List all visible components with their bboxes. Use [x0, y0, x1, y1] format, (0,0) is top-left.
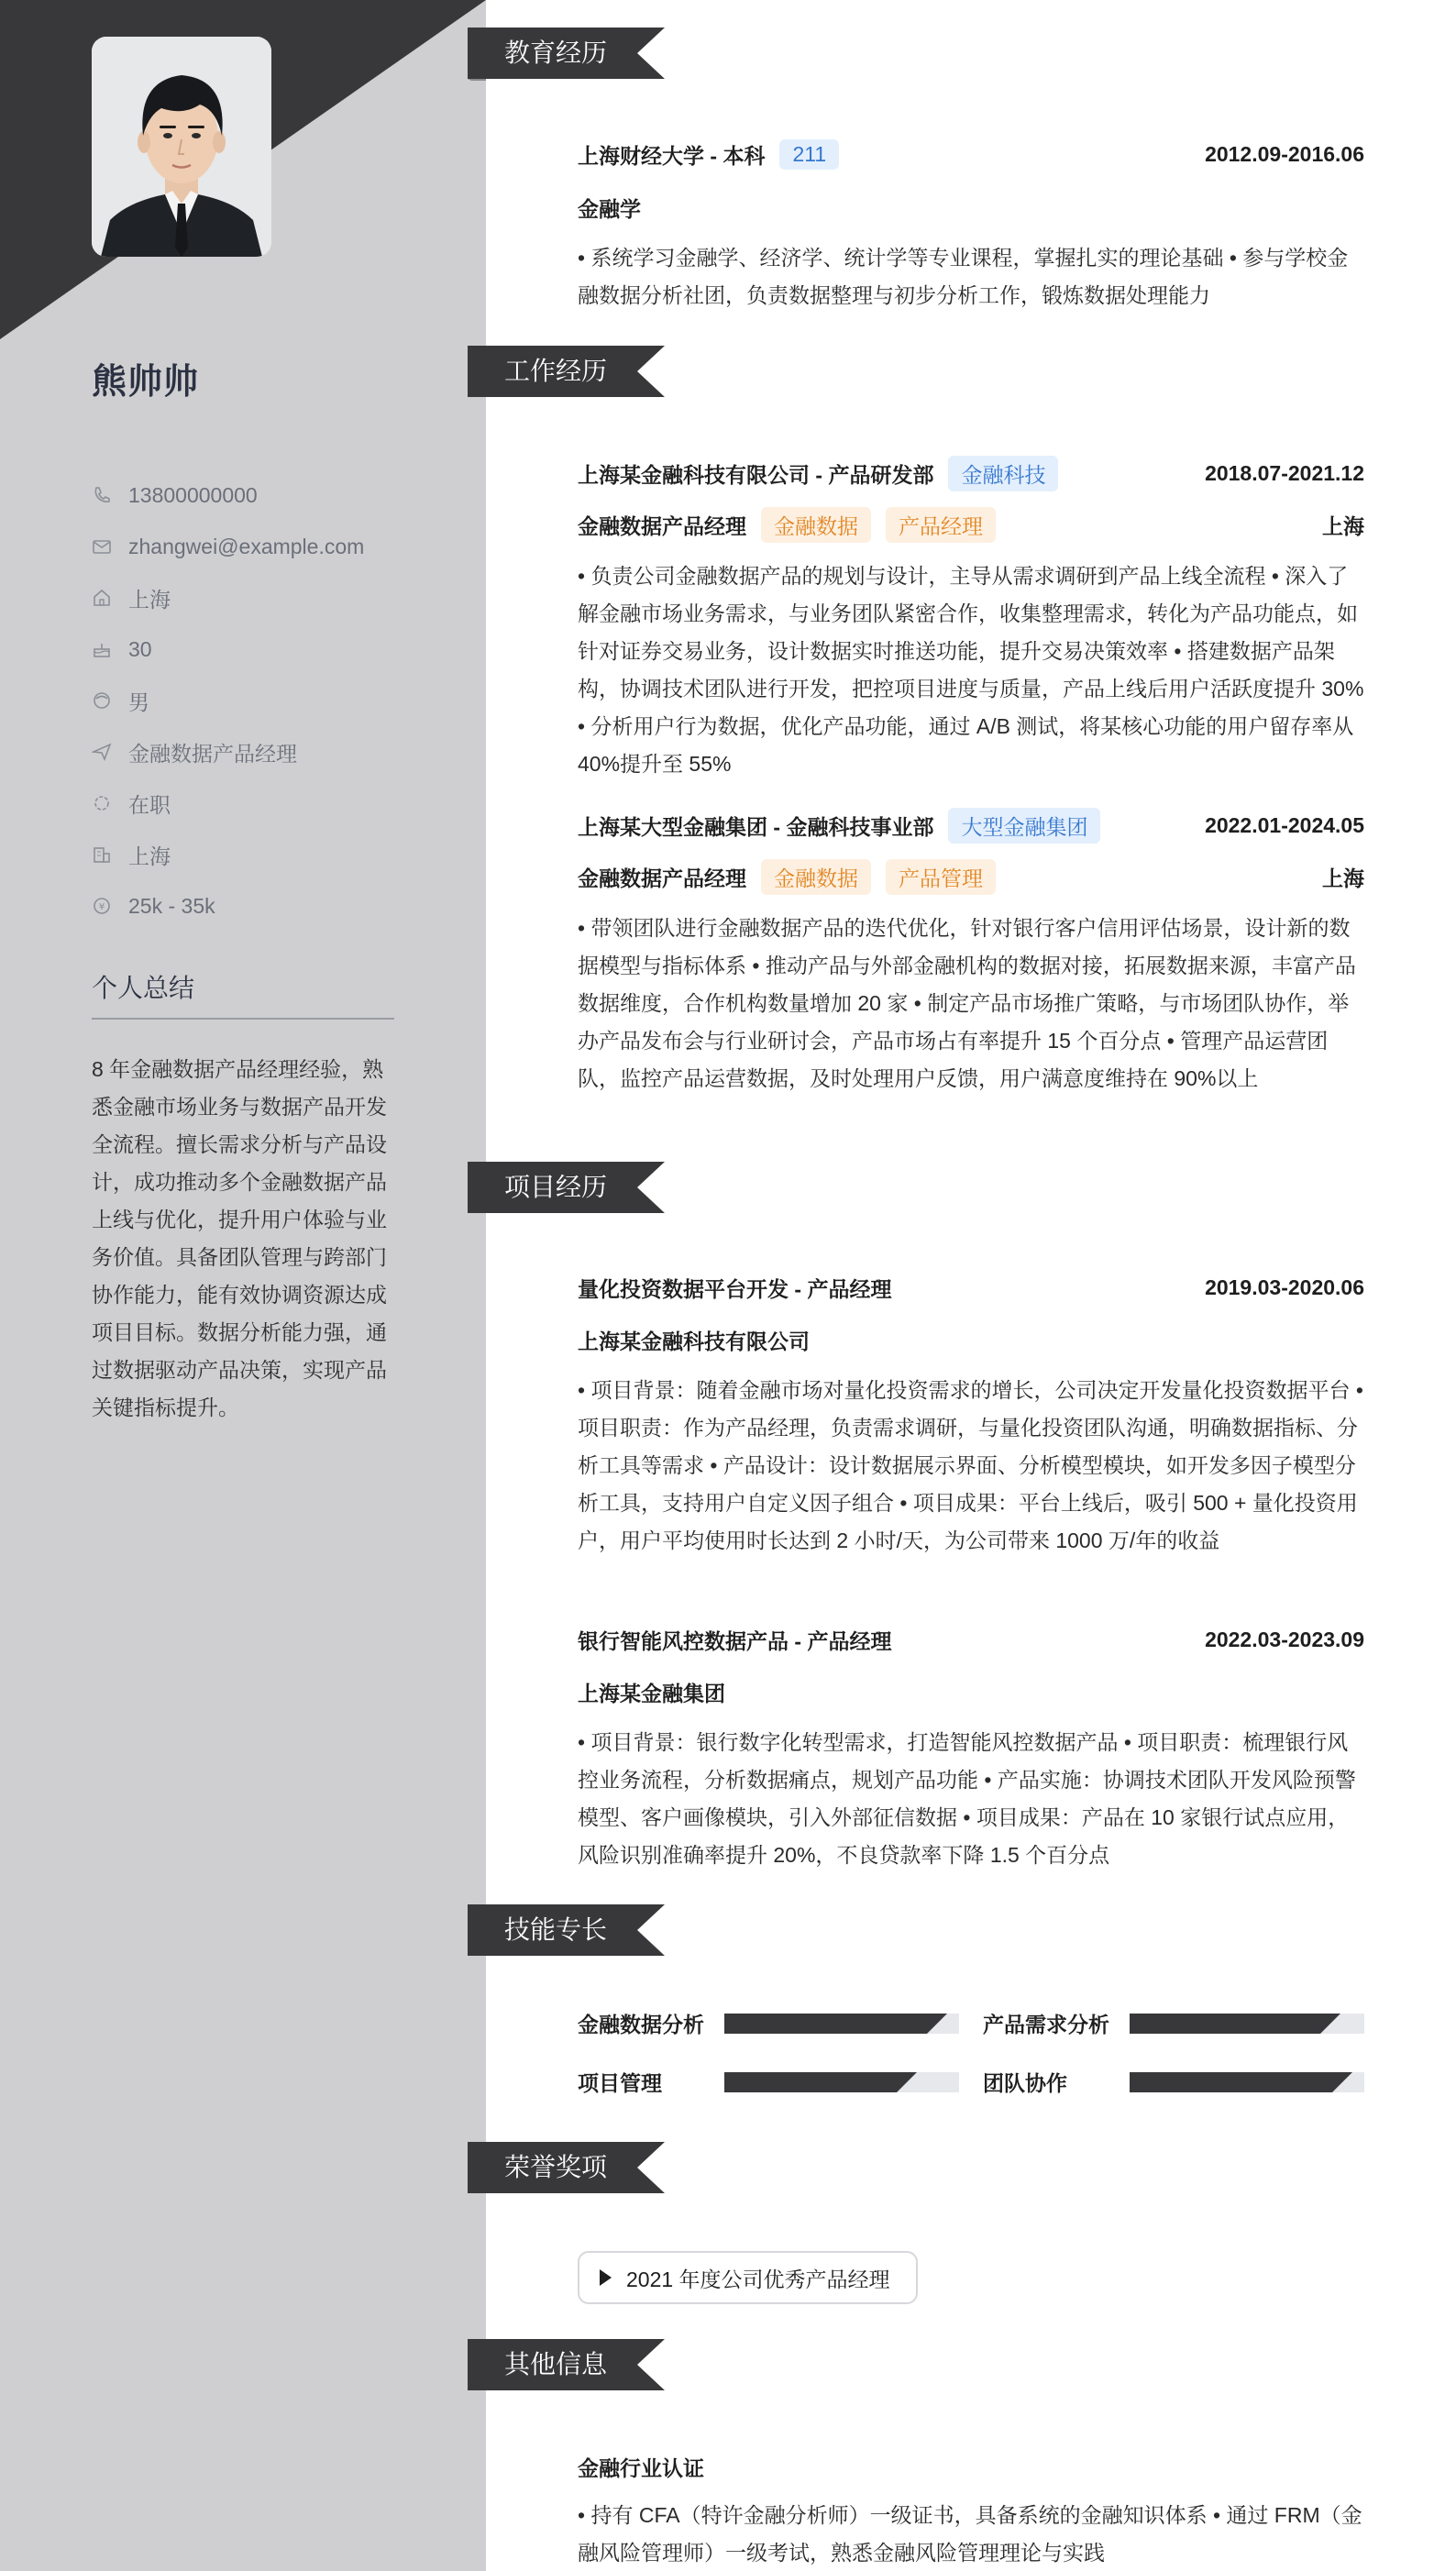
work-role-row: [578, 507, 1364, 543]
other-title-row: [578, 2452, 1364, 2482]
education-school: 上海财经大学 - 本科: [578, 144, 766, 168]
contact-salary: [92, 880, 440, 932]
other-title: 金融行业认证: [578, 2456, 704, 2480]
play-triangle-icon: [600, 2269, 612, 2286]
building-icon: [92, 844, 112, 865]
contact-work-city: [92, 829, 440, 880]
contact-city: [92, 572, 440, 623]
education-major: 金融学: [578, 197, 641, 221]
project-title: 银行智能风控数据产品 - 产品经理: [578, 1629, 892, 1653]
work-company-tag: 大型金融集团: [948, 808, 1100, 844]
project-date: 2022.03-2023.09: [1205, 1628, 1364, 1651]
section-title: 教育经历: [504, 39, 608, 67]
status-icon: [92, 793, 112, 813]
contact-text: 13800000000: [128, 482, 258, 507]
skill-name: 团队协作: [983, 2071, 1067, 2095]
work-location: 上海: [1322, 514, 1364, 538]
skill-name: 项目管理: [578, 2071, 662, 2095]
skill-bar: [1130, 2014, 1364, 2034]
work-date: 2018.07-2021.12: [1205, 461, 1364, 485]
section-title: 项目经历: [504, 1173, 608, 1201]
summary-text: 8 年金融数据产品经理经验，熟悉金融市场业务与数据产品开发全流程。擅长需求分析与产品设计，成功推动多个金融数据产品上线与优化，提升用户体验与业务价值。具备团队管理与跨部门协作能力，能有效协调资源达成项目目标。数据分析能力强，通过数据驱动产品决策，实现产品关键指标提升。: [92, 1057, 387, 1419]
award-text: 2021 年度公司优秀产品经理: [626, 2267, 890, 2291]
project-header: [578, 1273, 1364, 1303]
skill-fill: [724, 2014, 927, 2034]
section-header-projects: [468, 1162, 665, 1215]
skill-fill: [724, 2072, 897, 2092]
education-tag: 211: [779, 139, 839, 170]
project-header: [578, 1625, 1364, 1655]
skill-fill: [1130, 2072, 1332, 2092]
avatar: [92, 37, 271, 257]
section-header-education: [468, 28, 665, 81]
work-role: 金融数据产品经理: [578, 866, 746, 890]
salary-icon: [92, 896, 112, 916]
contact-job: [92, 726, 440, 778]
contact-text: 25k - 35k: [128, 893, 215, 918]
project-org-row: [578, 1677, 1364, 1707]
gender-icon: [92, 690, 112, 711]
work-location: 上海: [1322, 866, 1364, 890]
contact-text: 30: [128, 636, 152, 661]
profile-name: 熊帅帅: [92, 363, 200, 402]
section-header-awards: [468, 2142, 665, 2195]
work-role-tag: 产品管理: [886, 859, 996, 895]
project-org: 上海某金融科技有限公司: [578, 1330, 810, 1353]
work-role: 金融数据产品经理: [578, 514, 746, 538]
work-role-tag: 产品经理: [886, 507, 996, 543]
education-major-row: [578, 193, 1364, 223]
mail-icon: [92, 536, 112, 557]
phone-icon: [92, 485, 112, 505]
work-company: 上海某金融科技有限公司 - 产品研发部: [578, 463, 934, 487]
cake-icon: [92, 639, 112, 659]
contact-text: 金融数据产品经理: [128, 741, 297, 766]
contact-email: [92, 521, 440, 572]
home-icon: [92, 588, 112, 608]
project-title: 量化投资数据平台开发 - 产品经理: [578, 1277, 892, 1301]
contact-age: [92, 623, 440, 675]
work-company: 上海某大型金融集团 - 金融科技事业部: [578, 815, 934, 839]
project-org: 上海某金融集团: [578, 1682, 725, 1705]
skill-name: 产品需求分析: [983, 2013, 1109, 2036]
skill-item: [578, 2067, 959, 2097]
contact-phone: [92, 469, 440, 521]
contact-gender: [92, 675, 440, 726]
section-title: 工作经历: [504, 357, 608, 385]
contact-text: zhangwei@example.com: [128, 534, 365, 558]
work-header: [578, 808, 1364, 844]
project-desc: • 项目背景：随着金融市场对量化投资需求的增长，公司决定开发量化投资数据平台 • 项目职责：作为产品经理，负责需求调研，与量化投资团队沟通，明确数据指标、分析工具等需求 • 产品设计：设计数据展示界面、分析模型模块，如开发多因子模型分析工具，支持用户自定义因子组合 • 项目成果：平台上线后，吸引 500 + 量化投资用户，用户平均使用时长达到 2 小时/天，为公司带来 1000 万/年的收益: [578, 1378, 1363, 1552]
project-date: 2019.03-2020.06: [1205, 1275, 1364, 1299]
skill-bar: [724, 2072, 959, 2092]
skill-item: [983, 2067, 1364, 2097]
section-title: 荣誉奖项: [504, 2153, 608, 2181]
summary-title: 个人总结: [92, 968, 394, 1020]
education-desc: • 系统学习金融学、经济学、统计学等专业课程，掌握扎实的理论基础 • 参与学校金融数据分析社团，负责数据整理与初步分析工作，锻炼数据处理能力: [578, 246, 1349, 307]
section-header-work: [468, 346, 665, 399]
contact-list: [92, 469, 440, 932]
work-header: [578, 456, 1364, 491]
skill-item: [578, 2008, 959, 2038]
svg-text:¥: ¥: [98, 902, 105, 912]
sidebar: [0, 0, 486, 2571]
education-header: [578, 139, 1364, 170]
work-role-tag: 金融数据: [761, 859, 871, 895]
project-desc: • 项目背景：银行数字化转型需求，打造智能风控数据产品 • 项目职责：梳理银行风控业务流程，分析数据痛点，规划产品功能 • 产品实施：协调技术团队开发风险预警模型、客户画像模块，引入外部征信数据 • 项目成果：产品在 10 家银行试点应用，风险识别准确率提升 20%，不良贷款率下降 1.5 个百分点: [578, 1730, 1356, 1867]
work-desc: • 负责公司金融数据产品的规划与设计，主导从需求调研到产品上线全流程 • 深入了解金融市场业务需求，与业务团队紧密合作，收集整理需求，转化为产品功能点，如针对证券交易业务，设计数据实时推送功能，提升交易决策效率 • 搭建数据产品架构，协调技术团队进行开发，把控项目进度与质量，产品上线后用户活跃度提升 30% • 分析用户行为数据，优化产品功能，通过 A/B 测试，将某核心功能的用户留存率从 40%提升至 55%: [578, 564, 1364, 776]
work-date: 2022.01-2024.05: [1205, 813, 1364, 837]
contact-text: 男: [128, 690, 149, 714]
award-item: [578, 2251, 918, 2304]
section-title: 其他信息: [504, 2350, 608, 2378]
skill-item: [983, 2008, 1364, 2038]
project-org-row: [578, 1325, 1364, 1355]
skill-bar: [724, 2014, 959, 2034]
contact-text: 上海: [128, 844, 171, 868]
work-company-tag: 金融科技: [948, 456, 1058, 491]
work-desc: • 带领团队进行金融数据产品的迭代优化，针对银行客户信用评估场景，设计新的数据模型与指标体系 • 推动产品与外部金融机构的数据对接，拓展数据来源，丰富产品数据维度，合作机构数量增加 20 家 • 制定产品市场推广策略，与市场团队协作，举办产品发布会与行业研讨会，产品市场占有率提升 15 个百分点 • 管理产品运营团队，监控产品运营数据，及时处理用户反馈，用户满意度维持在 90%以上: [578, 916, 1356, 1090]
education-date: 2012.09-2016.06: [1205, 142, 1364, 166]
section-title: 技能专长: [504, 1915, 608, 1944]
section-header-other: [468, 2339, 665, 2392]
skill-name: 金融数据分析: [578, 2013, 704, 2036]
section-header-skills: [468, 1904, 665, 1958]
skill-bar: [1130, 2072, 1364, 2092]
avatar-portrait: [92, 37, 271, 257]
other-desc: • 持有 CFA（特许金融分析师）一级证书，具备系统的金融知识体系 • 通过 FRM（金融风险管理师）一级考试，熟悉金融风险管理理论与实践: [578, 2503, 1362, 2565]
contact-status: [92, 778, 440, 829]
work-role-tag: 金融数据: [761, 507, 871, 543]
send-icon: [92, 742, 112, 762]
skill-fill: [1130, 2014, 1320, 2034]
contact-text: 在职: [128, 792, 171, 817]
contact-text: 上海: [128, 587, 171, 612]
work-role-row: [578, 859, 1364, 895]
